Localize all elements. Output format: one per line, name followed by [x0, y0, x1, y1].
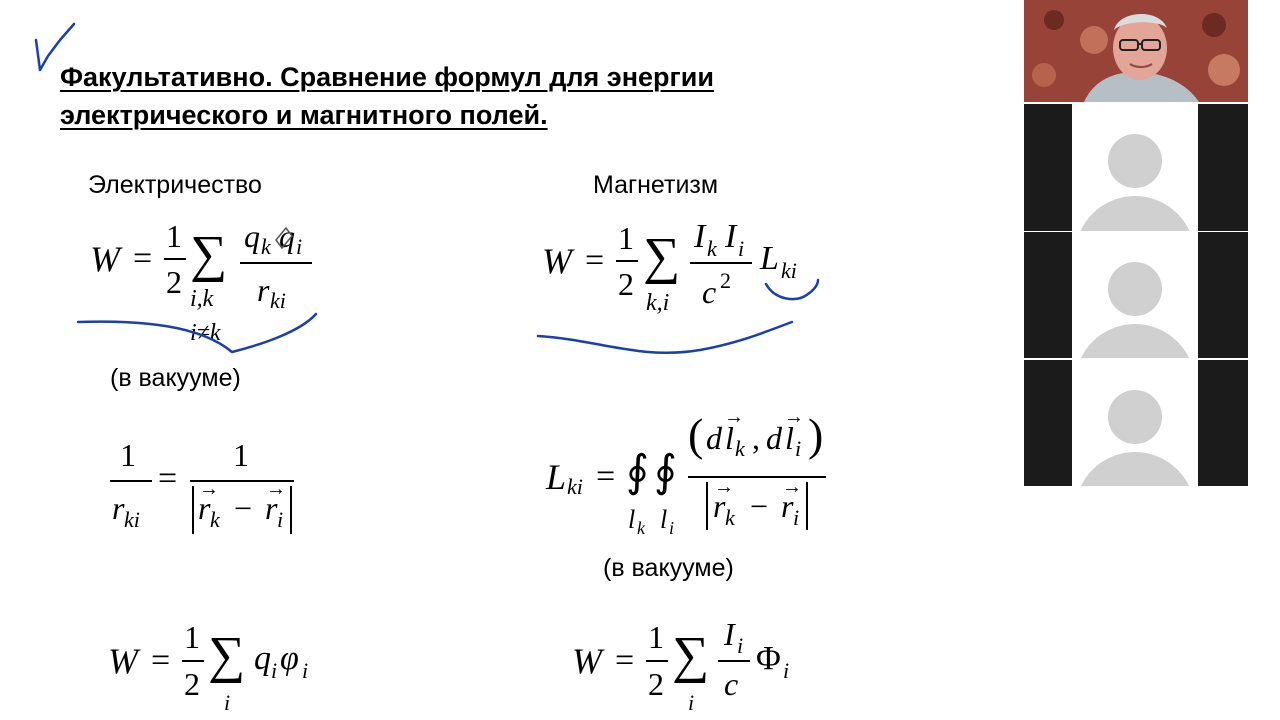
magnetism-heading: Магнетизм	[593, 171, 719, 199]
speaker-video-tile[interactable]	[1024, 0, 1248, 102]
user-avatar-icon	[1072, 232, 1198, 358]
participant-tile-3[interactable]	[1024, 360, 1248, 486]
participant-tile-2[interactable]	[1024, 232, 1248, 358]
slide-title	[60, 58, 714, 134]
user-avatar-icon	[1072, 104, 1198, 231]
participant-tile-1[interactable]	[1024, 104, 1248, 231]
vacuum-note-left: (в вакууме)	[110, 364, 241, 392]
vacuum-note-right: (в вакууме)	[603, 554, 734, 582]
title-line-1: Факультативно. Сравнение формул для энергии	[60, 62, 714, 92]
presentation-slide: Факультативно. Сравнение формул для энергии электрического и магнитного полей. Электричество Магнетизм W = 1 2 ∑ i,k i≠k q k q i r ki W = 1 2 ∑ k,i I k I i c 2 L ki (в вакууме) 1 r ki = 1 → r k − → r i L ki = ∮ ∮ l k l i ( d l → k , d l → i ) → r k − → r i (в вакууме) W = 1 2 ∑ i q i φ i W = 1 2 ∑ i I i c Φ i	[0, 0, 1020, 720]
participant-video-panel	[1024, 0, 1248, 486]
electricity-heading: Электричество	[88, 171, 262, 199]
speaker-video-feed	[1024, 0, 1248, 102]
user-avatar-icon	[1072, 360, 1198, 486]
title-line-2: электрического и магнитного полей.	[60, 100, 548, 130]
